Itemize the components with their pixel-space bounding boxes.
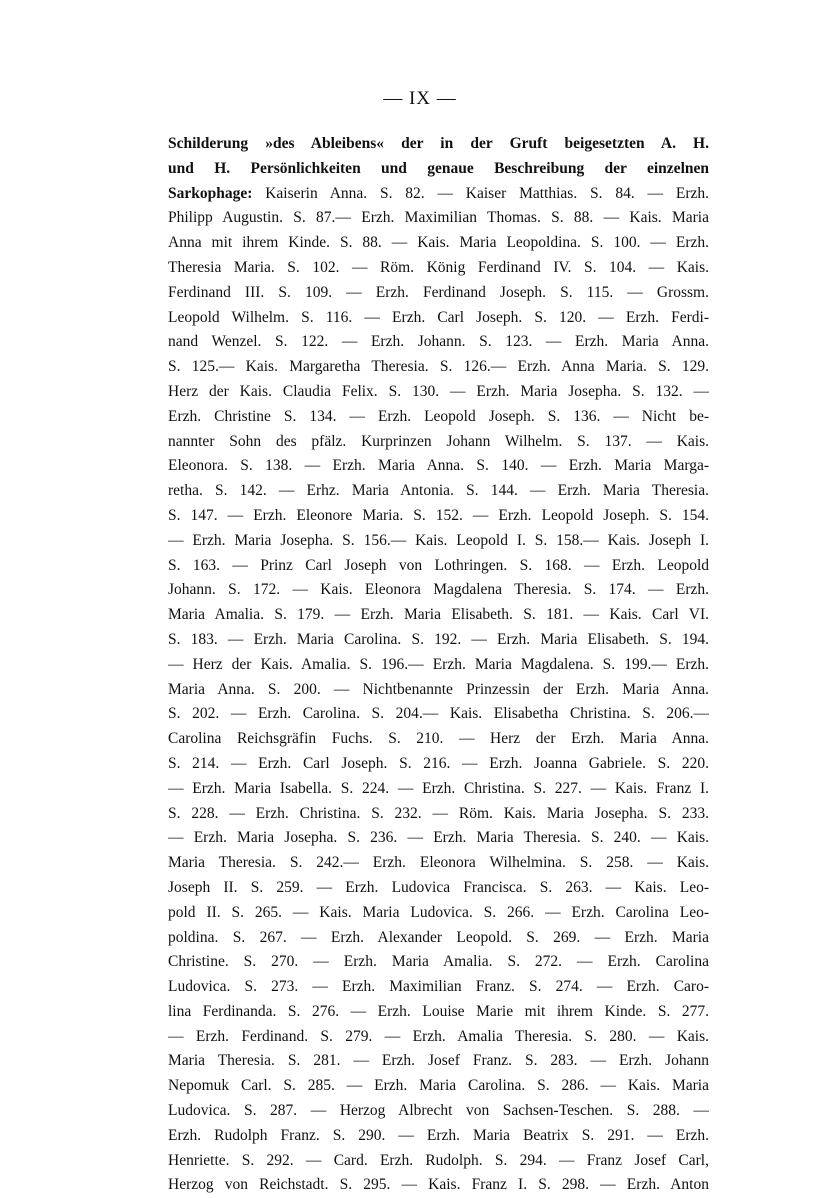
text-line <box>168 678 709 703</box>
text-segment: — Erzh. Maria Josepha. S. 236. — Erzh. Maria Theresia. S. 240. — Kais. <box>168 829 709 847</box>
text-line <box>168 926 709 951</box>
text-line <box>168 802 709 827</box>
text-segment: Ferdinand III. S. 109. — Erzh. Ferdinand Joseph. S. 115. — Grossm. <box>168 283 709 301</box>
text-line <box>168 1074 709 1099</box>
text-segment: S. 125.— Kais. Margaretha Theresia. S. 126.— Erzh. Anna Maria. S. 129. <box>168 358 709 376</box>
text-segment: Carolina Reichsgräfin Fuchs. S. 210. — Herz der Erzh. Maria Anna. <box>168 730 709 748</box>
text-line <box>168 901 709 926</box>
text-line <box>168 157 709 182</box>
text-segment: Joseph II. S. 259. — Erzh. Ludovica Francisca. S. 263. — Kais. Leo- <box>168 878 709 896</box>
text-line <box>168 777 709 802</box>
text-line <box>168 653 709 678</box>
text-line <box>168 405 709 430</box>
text-segment: Herz der Kais. Claudia Felix. S. 130. — Erzh. Maria Josepha. S. 132. — <box>168 382 709 400</box>
text-line <box>168 132 709 157</box>
text-segment: Theresia Maria. S. 102. — Röm. König Ferdinand IV. S. 104. — Kais. <box>168 258 709 276</box>
bold-text-segment: Sarkophage: <box>168 184 253 202</box>
text-segment: — Erzh. Ferdinand. S. 279. — Erzh. Amalia Theresia. S. 280. — Kais. <box>168 1027 709 1045</box>
text-segment: — Erzh. Maria Josepha. S. 156.— Kais. Leopold I. S. 158.— Kais. Joseph I. <box>168 531 709 549</box>
text-line <box>168 206 709 231</box>
text-line <box>168 1049 709 1074</box>
text-line <box>168 702 709 727</box>
text-line <box>168 1000 709 1025</box>
text-segment: Maria Anna. S. 200. — Nichtbenannte Prinzessin der Erzh. Maria Anna. <box>168 680 709 698</box>
text-line <box>168 182 709 207</box>
text-segment: Maria Theresia. S. 242.— Erzh. Eleonora Wilhelmina. S. 258. — Kais. <box>168 854 709 872</box>
text-line <box>168 504 709 529</box>
text-segment: nand Wenzel. S. 122. — Erzh. Johann. S. 123. — Erzh. Maria Anna. <box>168 333 709 351</box>
text-line <box>168 752 709 777</box>
text-line <box>168 628 709 653</box>
text-segment: Philipp Augustin. S. 87.— Erzh. Maximilian Thomas. S. 88. — Kais. Maria <box>168 209 709 227</box>
text-segment: Johann. S. 172. — Kais. Eleonora Magdalena Theresia. S. 174. — Erzh. <box>168 581 709 599</box>
text-segment: Anna mit ihrem Kinde. S. 88. — Kais. Maria Leopoldina. S. 100. — Erzh. <box>168 234 709 252</box>
text-line <box>168 1025 709 1050</box>
text-line <box>168 231 709 256</box>
text-line <box>168 281 709 306</box>
text-segment: poldina. S. 267. — Erzh. Alexander Leopold. S. 269. — Erzh. Maria <box>168 928 709 946</box>
text-segment: retha. S. 142. — Erhz. Maria Antonia. S. 144. — Erzh. Maria Theresia. <box>168 482 709 500</box>
text-line <box>168 256 709 281</box>
text-segment: Henriette. S. 292. — Card. Erzh. Rudolph. S. 294. — Franz Josef Carl, <box>168 1151 709 1169</box>
text-line <box>168 727 709 752</box>
text-segment: pold II. S. 265. — Kais. Maria Ludovica. S. 266. — Erzh. Carolina Leo- <box>168 903 709 921</box>
text-segment: S. 214. — Erzh. Carl Joseph. S. 216. — Erzh. Joanna Gabriele. S. 220. <box>168 754 709 772</box>
text-line <box>168 355 709 380</box>
text-segment: Christine. S. 270. — Erzh. Maria Amalia. S. 272. — Erzh. Carolina <box>168 953 709 971</box>
text-line <box>168 554 709 579</box>
text-line <box>168 876 709 901</box>
table-of-contents-body <box>168 132 709 1198</box>
text-segment: lina Ferdinanda. S. 276. — Erzh. Louise Marie mit ihrem Kinde. S. 277. <box>168 1002 709 1020</box>
text-line <box>168 306 709 331</box>
text-segment: Leopold Wilhelm. S. 116. — Erzh. Carl Joseph. S. 120. — Erzh. Ferdi- <box>168 308 709 326</box>
text-segment: Erzh. Christine S. 134. — Erzh. Leopold Joseph. S. 136. — Nicht be- <box>168 407 709 425</box>
text-segment: S. 163. — Prinz Carl Joseph von Lothringen. S. 168. — Erzh. Leopold <box>168 556 709 574</box>
text-segment: — Erzh. Maria Isabella. S. 224. — Erzh. Christina. S. 227. — Kais. Franz I. <box>168 779 709 797</box>
text-line <box>168 826 709 851</box>
text-line <box>168 578 709 603</box>
page-number-header: — IX — <box>383 88 457 109</box>
text-line <box>168 330 709 355</box>
text-line <box>168 529 709 554</box>
text-line <box>168 454 709 479</box>
text-segment: Herzog von Reichstadt. S. 295. — Kais. Franz I. S. 298. — Erzh. Anton <box>168 1176 709 1194</box>
text-line <box>168 950 709 975</box>
text-segment: S. 183. — Erzh. Maria Carolina. S. 192. — Erzh. Maria Elisabeth. S. 194. <box>168 630 709 648</box>
text-segment: — Herz der Kais. Amalia. S. 196.— Erzh. Maria Magdalena. S. 199.— Erzh. <box>168 655 709 673</box>
text-segment: Erzh. Rudolph Franz. S. 290. — Erzh. Maria Beatrix S. 291. — Erzh. <box>168 1126 709 1144</box>
text-line <box>168 1099 709 1124</box>
bold-text-segment: Schilderung »des Ableibens« der in der Gruft beigesetzten A. H. <box>168 135 709 152</box>
text-segment: S. 147. — Erzh. Eleonore Maria. S. 152. — Erzh. Leopold Joseph. S. 154. <box>168 506 709 524</box>
text-segment: Ludovica. S. 287. — Herzog Albrecht von Sachsen-Teschen. S. 288. — <box>168 1102 709 1120</box>
text-line <box>168 1173 709 1198</box>
text-segment: Ludovica. S. 273. — Erzh. Maximilian Franz. S. 274. — Erzh. Caro- <box>168 978 709 996</box>
text-segment: nannter Sohn des pfälz. Kurprinzen Johann Wilhelm. S. 137. — Kais. <box>168 432 709 450</box>
text-segment: Maria Theresia. S. 281. — Erzh. Josef Franz. S. 283. — Erzh. Johann <box>168 1052 709 1070</box>
text-line <box>168 479 709 504</box>
text-segment: Nepomuk Carl. S. 285. — Erzh. Maria Carolina. S. 286. — Kais. Maria <box>168 1077 709 1095</box>
text-line <box>168 1149 709 1174</box>
text-segment: S. 202. — Erzh. Carolina. S. 204.— Kais. Elisabetha Christina. S. 206.— <box>168 705 709 723</box>
text-line <box>168 380 709 405</box>
text-line <box>168 603 709 628</box>
text-line <box>168 1124 709 1149</box>
bold-text-segment: und H. Persönlichkeiten und genaue Beschreibung der einzelnen <box>168 159 709 177</box>
text-line <box>168 430 709 455</box>
text-segment: Kaiserin Anna. S. 82. — Kaiser Matthias. S. 84. — Erzh. <box>252 184 709 202</box>
text-segment: Eleonora. S. 138. — Erzh. Maria Anna. S. 140. — Erzh. Maria Marga- <box>168 457 709 475</box>
text-segment: S. 228. — Erzh. Christina. S. 232. — Röm. Kais. Maria Josepha. S. 233. <box>168 804 709 822</box>
text-line <box>168 851 709 876</box>
text-segment: Maria Amalia. S. 179. — Erzh. Maria Elisabeth. S. 181. — Kais. Carl VI. <box>168 606 709 624</box>
text-line <box>168 975 709 1000</box>
